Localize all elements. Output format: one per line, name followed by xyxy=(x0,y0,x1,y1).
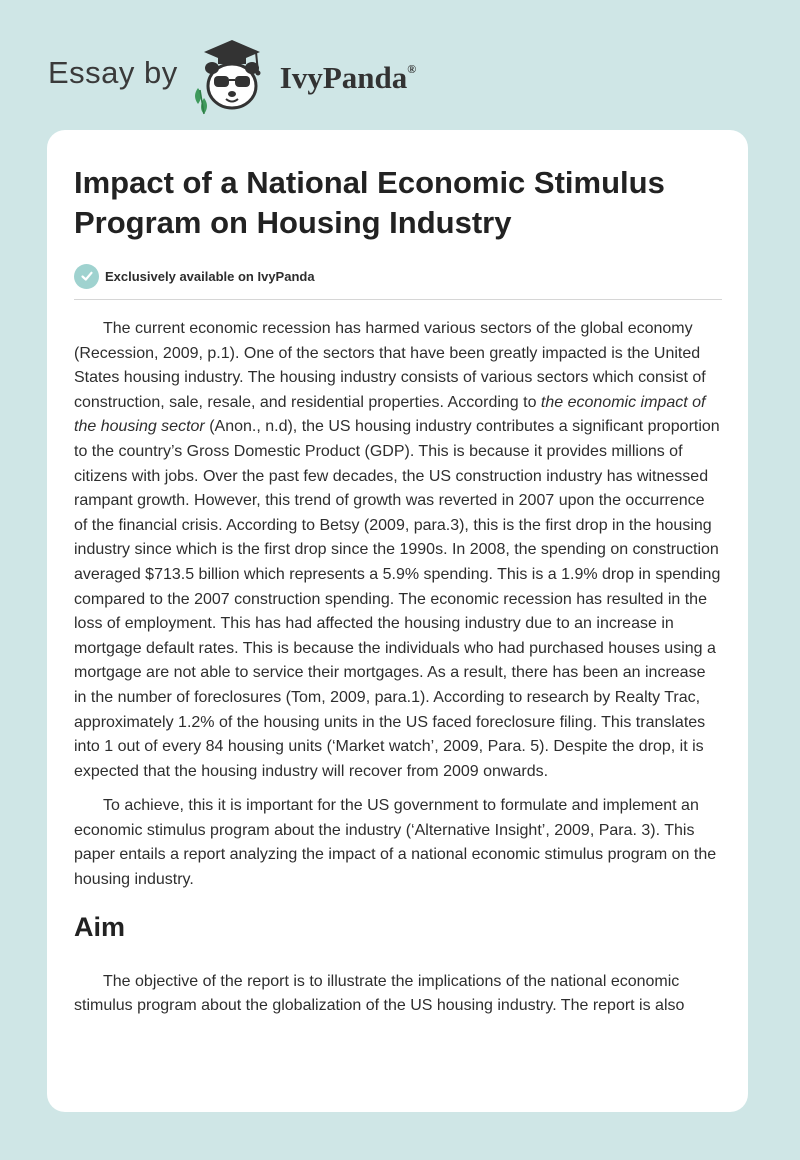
paragraph-1: The current economic recession has harmed various sectors of the global economy (Recession, 2009, p.1). One of the sectors that have been greatly impacted is the United States housing industry. The housing industry consists of various sectors which consist of construction, sale, resale, and residential properties. According to the economic impact of the housing sector (Anon., n.d), the US housing industry contributes a significant proportion to the country’s Gross Domestic Product (GDP). This is because it provides millions of citizens with jobs. Over the past few decades, the US construction industry has witnessed rampant growth. However, this trend of growth was reverted in 2007 upon the occurrence of the financial crisis. According to Betsy (2009, para.3), this is the first drop in the housing industry since which is the first drop since the 1990s. In 2008, the spending on construction averaged $713.5 billion which represents a 5.9% spending. This is a 1.9% drop in spending compared to the 2007 construction spending. The economic recession has resulted in the loss of employment. This has had affected the housing industry due to an increase in mortgage default rates. This is because the individuals who had purchased houses using a mortgage are not able to service their mortgages. As a result, there has been an increase in the number of foreclosures (Tom, 2009, para.1). According to research by Realty Trac, approximately 1.2% of the housing units in the US faced foreclosure filing. This translates into 1 out of every 84 housing units (‘Market watch’, 2009, Para. 5). Despite the drop, it is expected that the housing industry will recover from 2009 onwards. xyxy=(74,320,721,780)
essay-by-label: Essay by xyxy=(48,55,178,90)
article-card xyxy=(47,130,748,1112)
panda-logo-icon[interactable] xyxy=(190,36,274,116)
registered-mark: ® xyxy=(407,62,417,76)
exclusive-badge xyxy=(74,262,722,290)
article-title: Impact of a National Economic Stimulus Program on Housing Industry xyxy=(74,165,665,240)
paragraph-2: To achieve, this it is important for the US government to formulate and implement an economic stimulus program about the industry (‘Alternative Insight’, 2009, Para. 3). This paper entails a report analyzing the impact of a national economic stimulus program on the housing industry. xyxy=(74,797,717,889)
exclusive-badge-text: Exclusively available on IvyPanda xyxy=(105,268,315,284)
paragraph-3: The objective of the report is to illustrate the implications of the national economic stimulus program about the globalization of the US housing industry. The report is also xyxy=(74,972,685,1015)
cited-title: the economic impact of the housing sector xyxy=(74,393,706,436)
brand-name[interactable]: IvyPanda® xyxy=(279,60,417,95)
site-header xyxy=(48,36,416,116)
section-heading-aim: Aim xyxy=(74,911,126,942)
divider xyxy=(74,299,722,300)
check-icon xyxy=(74,264,99,289)
